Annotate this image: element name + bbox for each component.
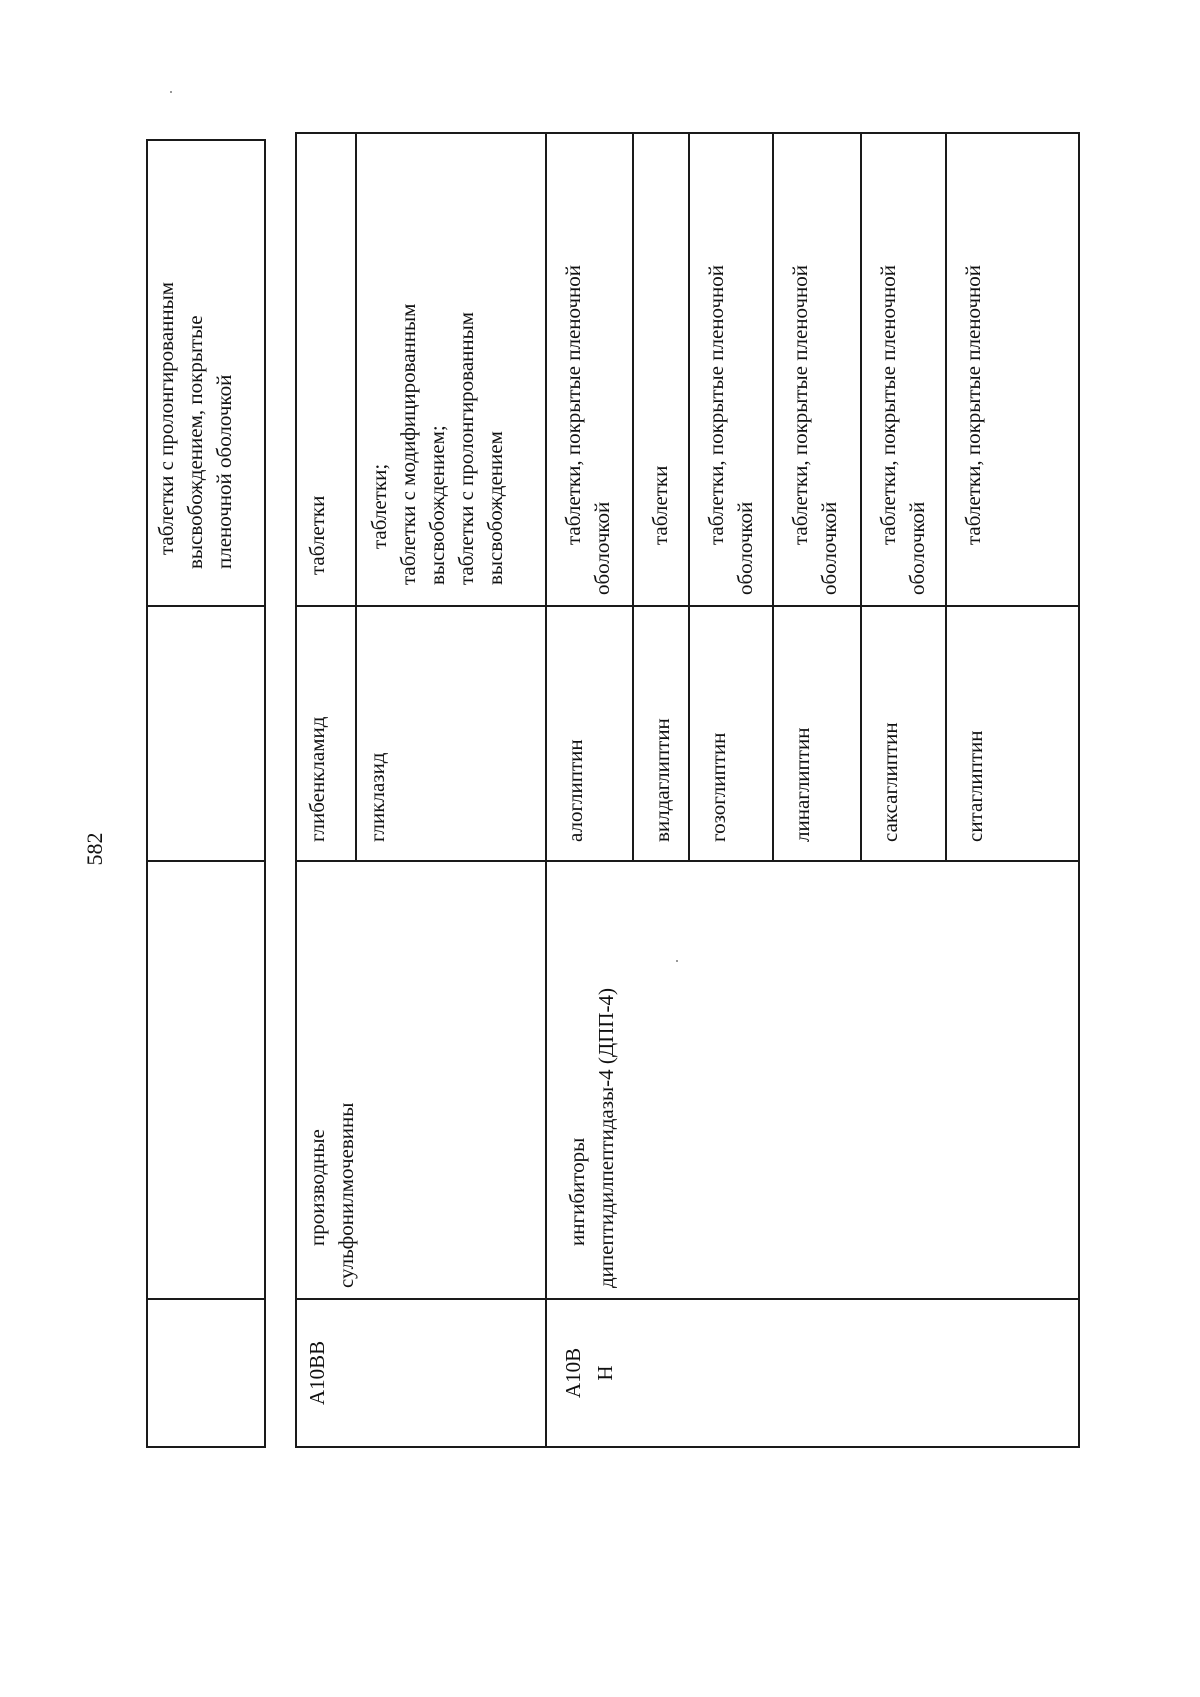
row-separator [772,132,774,862]
drug-name-cell: глибенкламид [305,716,329,842]
dosage-form-cell: таблетки, покрытые пленочной оболочкой [788,264,841,595]
group-name-cell: ингибиторы дипептидилпептидазы-4 (ДПП-4) [565,987,618,1288]
row-separator [688,132,690,862]
column-divider [146,605,266,607]
drug-name-cell: гликлазид [365,752,389,842]
atc-code-cell: A10B H [561,1347,617,1399]
scan-speck [170,91,172,93]
dosage-form-cell: таблетки [305,495,329,575]
drug-name-cell: алоглиптин [563,739,587,842]
drug-name-cell: вилдаглиптин [650,718,674,842]
table-border-bottom [264,139,266,1448]
row-separator [860,132,862,862]
table-border-left [295,1446,1080,1448]
table-border-bottom [1078,132,1080,1448]
table-border-right [146,139,266,141]
group-separator [545,132,547,1448]
drug-name-cell: саксаглиптин [878,722,902,842]
dosage-form-cell: таблетки, покрытые пленочной [961,264,985,545]
column-divider [146,1298,266,1300]
column-divider [146,860,266,862]
dosage-form-cell: таблетки, покрытые пленочной оболочкой [561,264,614,595]
row-separator [355,132,357,862]
dosage-form-cell: таблетки, покрытые пленочной оболочкой [876,264,929,595]
dosage-form-cell: таблетки, покрытые пленочной оболочкой [704,264,757,595]
scan-speck [676,960,678,962]
table-border-top [295,132,297,1448]
row-separator [945,132,947,862]
row-separator [632,132,634,862]
group-name-cell: производные сульфонилмочевины [305,1102,358,1288]
page-number: 582 [82,832,107,866]
atc-code-cell: A10BB [305,1340,329,1406]
table-border-left [146,1446,266,1448]
table-border-top [146,139,148,1448]
dosage-form-cell: таблетки [648,465,672,545]
drug-name-cell: гозоглиптин [706,732,730,842]
drug-name-cell: линаглиптин [790,727,814,842]
dosage-form-cell: таблетки; таблетки с модифицированным высвобождением; таблетки с пролонгированным высвобождением [367,303,507,585]
drug-name-cell: ситаглиптин [963,730,987,842]
table-cell-forms: таблетки с пролонгированным высвобождением, покрытые пленочной оболочкой [154,281,236,569]
